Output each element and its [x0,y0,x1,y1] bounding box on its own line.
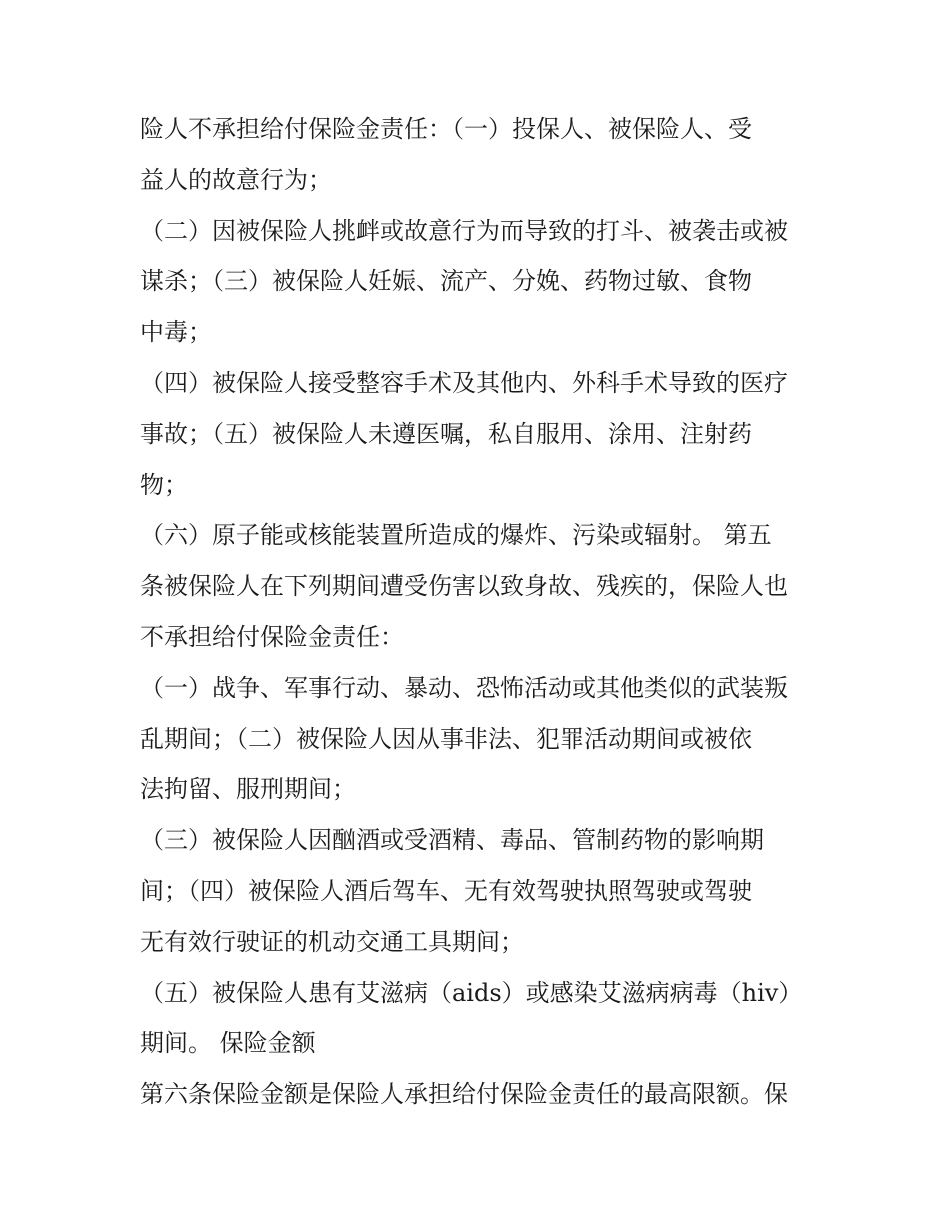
text-line: （五）被保险人患有艾滋病（aids）或感染艾滋病病毒（hiv） [140,978,803,1007]
text-line: （六）原子能或核能装置所造成的爆炸、污染或辐射。 第五 [140,521,772,550]
text-line: 无有效行驶证的机动交通工具期间； [140,927,524,956]
text-line: （二）因被保险人挑衅或故意行为而导致的打斗、被袭击或被 [140,216,788,245]
text-line: 物； [140,470,188,499]
text-line: 益人的故意行为； [140,165,332,194]
text-line: 谋杀；（三）被保险人妊娠、流产、分娩、药物过敏、食物 [140,267,752,296]
text-line: 期间。 保险金额 [140,1029,316,1058]
text-line: 法拘留、服刑期间； [140,775,356,804]
text-line: 事故；（五）被保险人未遵医嘱，私自服用、涂用、注射药 [140,419,752,448]
text-line: 间；（四）被保险人酒后驾车、无有效驾驶执照驾驶或驾驶 [140,876,752,905]
text-line: 险人不承担给付保险金责任：（一）投保人、被保险人、受 [140,115,752,143]
text-line: 第六条保险金额是保险人承担给付保险金责任的最高限额。保 [140,1080,788,1109]
text-line: （三）被保险人因酗酒或受酒精、毒品、管制药物的影响期 [140,826,764,855]
text-line: 不承担给付保险金责任： [140,622,404,651]
text-line: （四）被保险人接受整容手术及其他内、外科手术导致的医疗 [140,368,788,397]
text-line: 中毒； [140,318,212,347]
text-line: 条被保险人在下列期间遭受伤害以致身故、残疾的，保险人也 [140,572,788,601]
text-line: 乱期间；（二）被保险人因从事非法、犯罪活动期间或被依 [140,724,752,753]
document-body [140,104,820,1120]
text-line: （一）战争、军事行动、暴动、恐怖活动或其他类似的武装叛 [140,673,788,702]
